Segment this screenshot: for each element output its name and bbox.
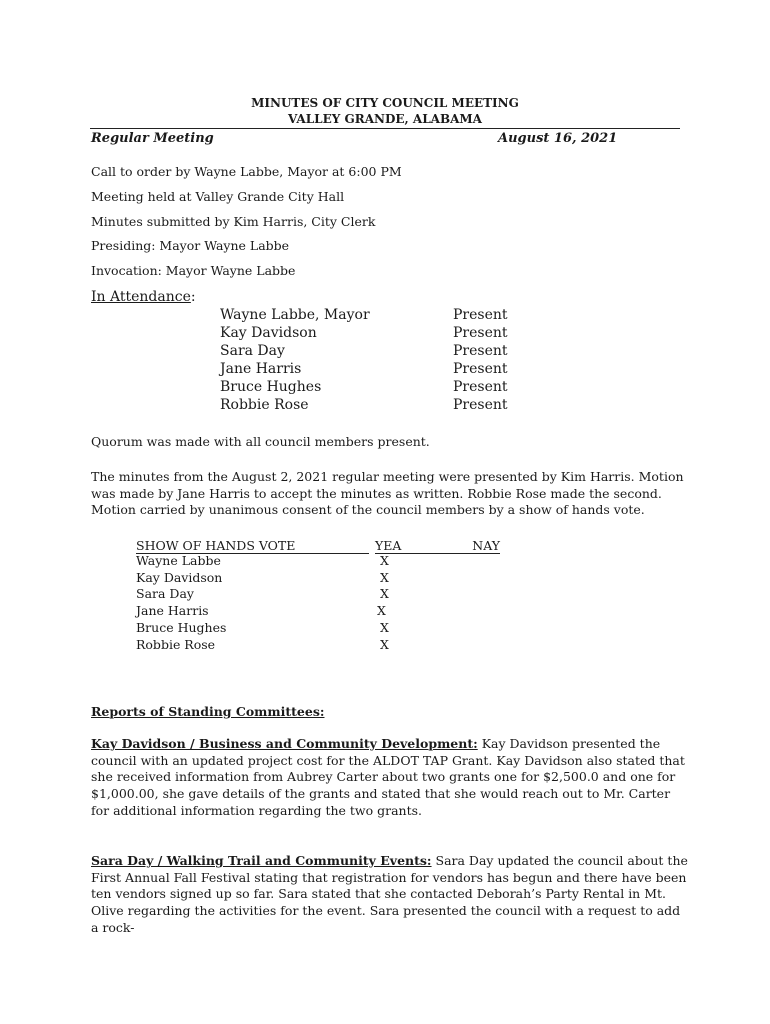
- vote-row-yea: X: [380, 586, 389, 601]
- vote-row-name: Jane Harris: [136, 603, 209, 618]
- document-subtitle: VALLEY GRANDE, ALABAMA: [288, 112, 482, 126]
- minutes-approval-paragraph: The minutes from the August 2, 2021 regular meeting were presented by Kim Harris. Motion was made by Jane Harris to accept the minutes as written. Robbie Rose made the second. Motion carried by unanimous consent of the council members by a show of hands vote.: [91, 469, 684, 518]
- attendee-name: Wayne Labbe, Mayor: [220, 307, 370, 323]
- vote-row-yea: X: [377, 603, 386, 618]
- vote-row-yea: X: [380, 553, 389, 568]
- report-walking-trail: [91, 853, 691, 937]
- call-to-order: Call to order by Wayne Labbe, Mayor at 6:00 PM: [91, 164, 402, 179]
- report-text: Sara Day updated the council about the First Annual Fall Festival stating that registration for vendors has begun and there have been ten vendors signed up so far. Sara stated that she contacted Deborah’s Party Rental in Mt. Olive regarding the activities for the event. Sara presented the council with a request to add a rock-: [91, 853, 688, 935]
- meeting-location: Meeting held at Valley Grande City Hall: [91, 189, 345, 204]
- attendee-name: Sara Day: [220, 343, 285, 359]
- vote-row-name: Robbie Rose: [136, 637, 216, 652]
- vote-row-yea: X: [380, 620, 389, 635]
- attendance-heading: In Attendance:: [91, 289, 196, 305]
- meeting-type: Regular Meeting: [91, 131, 214, 146]
- report-heading: Sara Day / Walking Trail and Community Events:: [91, 853, 432, 868]
- minutes-submitted: Minutes submitted by Kim Harris, City Clerk: [91, 214, 376, 229]
- attendee-status: Present: [453, 397, 508, 413]
- report-heading: Kay Davidson / Business and Community Development:: [91, 736, 478, 751]
- document-title: MINUTES OF CITY COUNCIL MEETING: [251, 96, 519, 110]
- vote-row-name: Kay Davidson: [136, 570, 223, 585]
- attendee-status: Present: [453, 307, 508, 323]
- attendee-name: Bruce Hughes: [220, 379, 322, 395]
- quorum-statement: Quorum was made with all council members present.: [91, 434, 430, 449]
- attendee-name: Jane Harris: [220, 361, 302, 377]
- vote-row-name: Wayne Labbe: [136, 553, 221, 568]
- attendee-status: Present: [453, 325, 508, 341]
- attendee-status: Present: [453, 361, 508, 377]
- vote-yea-header: YEA: [375, 538, 465, 554]
- attendee-name: Robbie Rose: [220, 397, 309, 413]
- attendee-status: Present: [453, 379, 508, 395]
- vote-row-name: Bruce Hughes: [136, 620, 227, 635]
- attendee-name: Kay Davidson: [220, 325, 317, 341]
- report-text: Kay Davidson presented the council with an updated project cost for the ALDOT TAP Grant. Kay Davidson also stated that she received information from Aubrey Carter about two grants one for $2,500.0 and one for $1,000.00, she gave details of the grants and stated that she would reach out to Mr. Carter for additional information regarding the two grants.: [91, 736, 685, 818]
- reports-heading: Reports of Standing Committees:: [91, 704, 325, 719]
- vote-header-label: SHOW OF HANDS VOTE: [136, 538, 369, 554]
- header-rule: [90, 128, 680, 129]
- vote-row-yea: X: [380, 637, 389, 652]
- report-business-development: [91, 736, 691, 820]
- meeting-date: August 16, 2021: [498, 131, 618, 146]
- invocation: Invocation: Mayor Wayne Labbe: [91, 263, 296, 278]
- vote-row-name: Sara Day: [136, 586, 194, 601]
- vote-row-yea: X: [380, 570, 389, 585]
- presiding: Presiding: Mayor Wayne Labbe: [91, 238, 290, 253]
- vote-nay-header: NAY: [465, 538, 500, 554]
- attendee-status: Present: [453, 343, 508, 359]
